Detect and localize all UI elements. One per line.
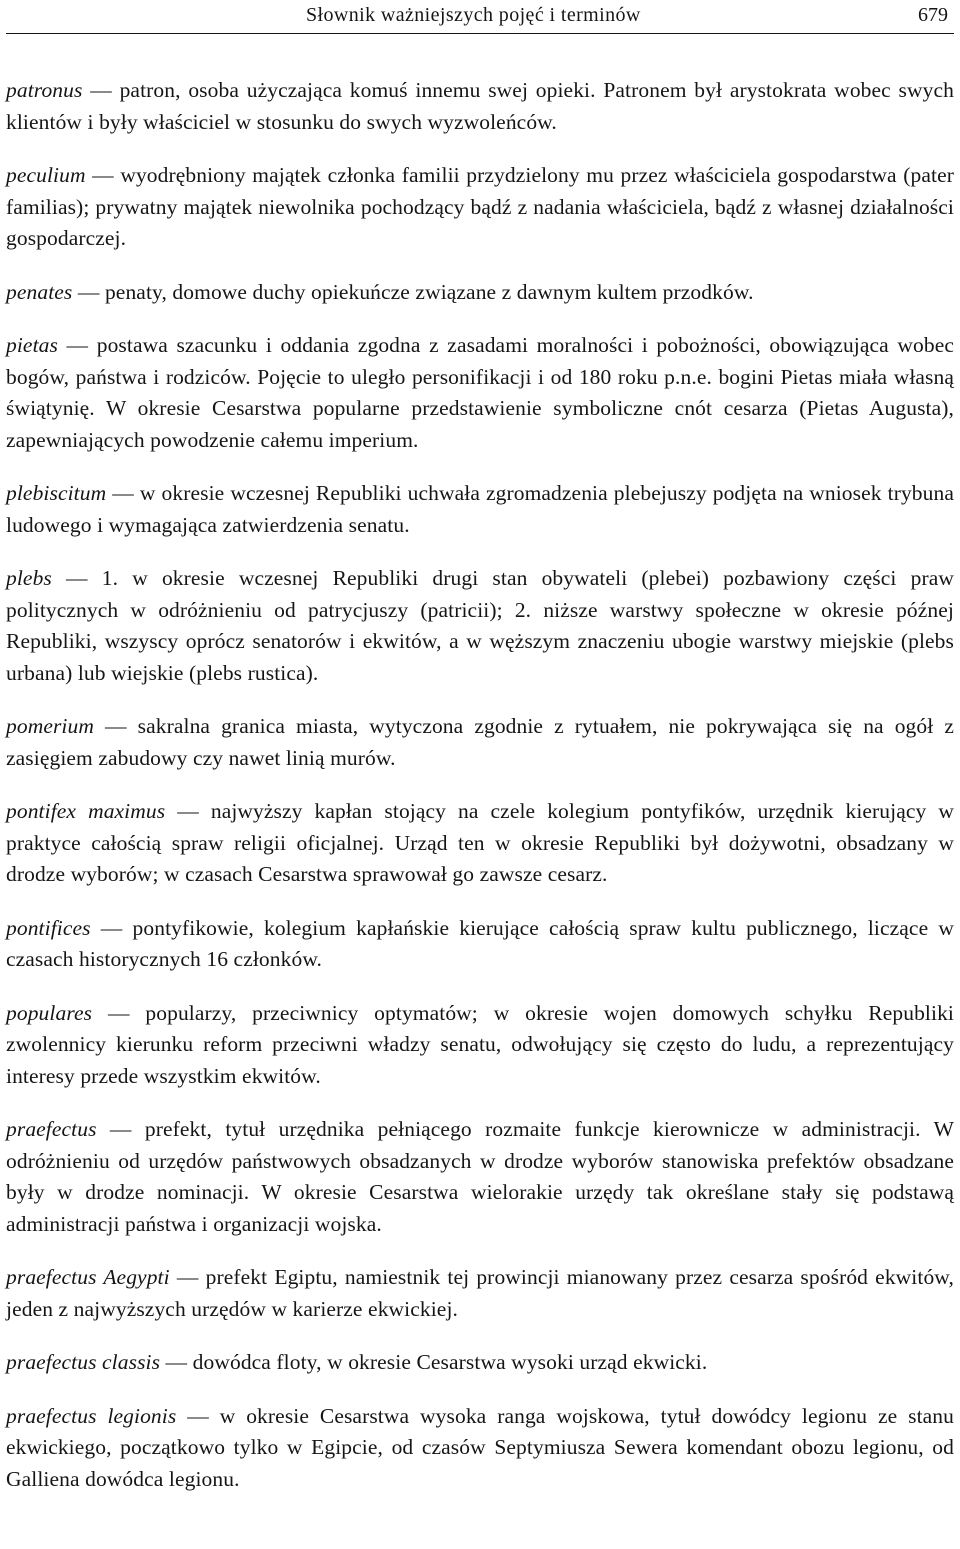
entry-term: plebiscitum [6, 481, 107, 505]
glossary-entry [6, 1401, 954, 1496]
glossary-entry [6, 1114, 954, 1240]
entry-term: pomerium [6, 714, 94, 738]
running-head [6, 0, 954, 34]
glossary-entry [6, 160, 954, 255]
entry-definition: penaty, domowe duchy opiekuńcze związane z dawnym kultem przodków. [104, 279, 754, 304]
entry-definition: postawa szacunku i oddania zgodna z zasadami moralności i pobożności, obowiązująca wobec bogów, państwa i rodziców. Pojęcie to uległo personifikacji i od 180 roku p.n.e. bogini Pietas miała własną świątynię. W okresie Cesarstwa popularne przedstawienie symboliczne cnót cesarza (Pietas Augusta), zapewniających powodzenie całemu imperium. [6, 333, 954, 452]
entry-dash: — [57, 333, 97, 357]
entry-definition: prefekt, tytuł urzędnika pełniącego rozmaite funkcje kierownicze w administracji. W odróżnieniu od urzędów państwowych obsadzanych w drodze wyborów stanowiska prefektów obsadzane były w drodze nominacji. W okresie Cesarstwa wielorakie urzędy tak określane stały się podstawą administracji państwa i organizacji wojska. [6, 1117, 954, 1236]
entry-dash: — [94, 714, 138, 738]
entry-dash: — [165, 799, 211, 823]
glossary-entry [6, 563, 954, 689]
glossary-entry [6, 478, 954, 541]
glossary-entry [6, 796, 954, 891]
entry-term: praefectus legionis [6, 1403, 177, 1428]
glossary-entry [6, 1347, 954, 1379]
glossary-entry [6, 913, 954, 976]
glossary-entry [6, 277, 954, 309]
entry-dash: — [90, 915, 133, 940]
entry-definition: patron, osoba użyczająca komuś innemu swej opieki. Patronem był arystokrata wobec swych klientów i były właściciel w stosunku do swych wyzwoleńców. [6, 78, 954, 134]
glossary-entry [6, 1262, 954, 1325]
running-head-title: Słownik ważniejszych pojęć i terminów [306, 4, 641, 26]
entry-dash: — [106, 481, 140, 505]
entry-definition: dowódca floty, w okresie Cesarstwa wysoki urząd ekwicki. [192, 1350, 708, 1374]
glossary-entry [6, 330, 954, 456]
entry-term: penates [6, 279, 73, 304]
entry-term: patronus [6, 78, 83, 102]
entry-dash: — [160, 1350, 193, 1374]
entry-dash: — [85, 163, 121, 187]
entry-term: praefectus classis [6, 1350, 161, 1374]
entry-definition: wyodrębniony majątek członka familii przydzielony mu przez właściciela gospodarstwa (pater familias); prywatny majątek niewolnika pochodzący bądź z nadania właściciela, bądź z własnej działalności gospodarczej. [6, 163, 954, 250]
entry-term: pontifex maximus [6, 799, 166, 823]
entry-dash: — [82, 78, 120, 102]
entry-definition: prefekt Egiptu, namiestnik tej prowincji mianowany przez cesarza spośród ekwitów, jeden z najwyższych urzędów w karierze ekwickiej. [6, 1265, 954, 1321]
entry-definition: sakralna granica miasta, wytyczona zgodnie z rytuałem, nie pokrywająca się na ogół z zasięgiem zabudowy czy nawet linią murów. [6, 714, 954, 770]
entry-dash: — [176, 1403, 220, 1428]
entry-definition: w okresie wczesnej Republiki uchwała zgromadzenia plebejuszy podjęta na wniosek trybuna ludowego i wymagająca zatwierdzenia senatu. [6, 481, 954, 537]
entry-term: praefectus [6, 1117, 97, 1141]
entry-term: praefectus Aegypti [6, 1265, 170, 1289]
entry-dash: — [92, 1000, 146, 1025]
entry-definition: 1. w okresie wczesnej Republiki drugi stan obywateli (plebei) pozbawiony części praw politycznych w odróżnieniu od patrycjuszy (patricii); 2. niższe warstwy społeczne w okresie późnej Republiki, wszyscy oprócz senatorów i ekwitów, a w węższym znaczeniu ubogie warstwy miejskie (plebs urbana) lub wiejskie (plebs rustica). [6, 566, 954, 685]
glossary-entry [6, 711, 954, 774]
page-number: 679 [918, 4, 948, 26]
entry-definition: popularzy, przeciwnicy optymatów; w okresie wojen domowych schyłku Republiki zwolennicy kierunku reform przeciwni władzy senatu, odwołujący się często do ludu, a reprezentujący interesy przede wszystkim ekwitów. [6, 1000, 954, 1088]
entry-dash: — [96, 1117, 145, 1141]
entry-term: pietas [6, 333, 58, 357]
glossary-entry [6, 75, 954, 138]
entry-term: plebs [6, 566, 52, 590]
entry-term: peculium [6, 163, 86, 187]
entry-definition: pontyfikowie, kolegium kapłańskie kierujące całością spraw kultu publicznego, liczące w czasach historycznych 16 członków. [6, 915, 954, 971]
entry-definition: najwyższy kapłan stojący na czele kolegium pontyfików, urzędnik kierujący w praktyce całością spraw religii oficjalnej. Urząd ten w okresie Republiki był dożywotni, obsadzany w drodze wyborów; w czasach Cesarstwa sprawował go zawsze cesarz. [6, 799, 954, 886]
entry-definition: w okresie Cesarstwa wysoka ranga wojskowa, tytuł dowódcy legionu ze stanu ekwickiego, początkowo tylko w Egipcie, od czasów Septymiusza Sewera komendant obozu legionu, od Galliena dowódca legionu. [6, 1403, 954, 1491]
glossary-entry [6, 998, 954, 1093]
entry-dash: — [51, 566, 102, 590]
entry-term: populares [6, 1000, 93, 1025]
entry-dash: — [72, 279, 105, 304]
entry-term: pontifices [6, 915, 91, 940]
glossary-entries [6, 75, 954, 1517]
entry-dash: — [169, 1265, 206, 1289]
